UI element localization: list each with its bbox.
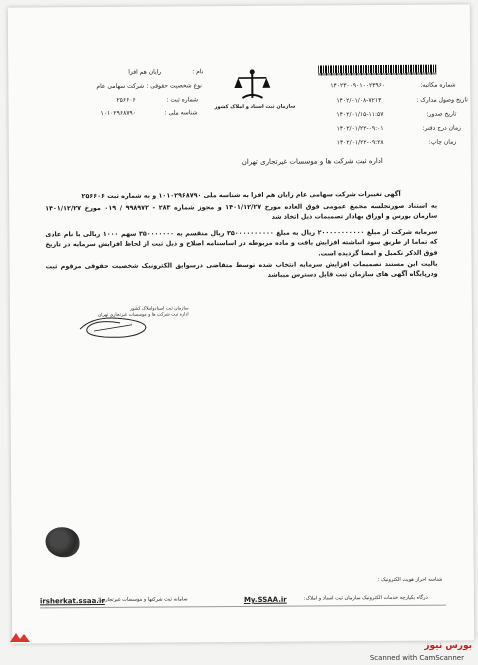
- field-value-print-time: ۱۴۰۲/۰۱/۲۲-۰۹:۲۸: [336, 138, 384, 147]
- irsherkat-link[interactable]: irsherkat.ssaa.ir: [39, 596, 105, 606]
- announcement-paragraph: بالیت این مستند تصمیمات افزایش سرمایه انتخاب شده توسط متقاضی درسوابق الکترونیک شخصیت حقوقی مرقوم ثبت ودرپایگاه آگهی های سازمان ثبت قابل دسترس میباشد: [45, 259, 438, 279]
- portal-label: درگاه یکپارچه خدمات الکترونیک سازمان ثبت اسناد و املاک:: [303, 594, 428, 602]
- field-value-national-id: ۱۰۱۰۲۹۶۸۷۹۰: [100, 109, 137, 117]
- brand-watermark: بورس نیوز: [424, 641, 472, 651]
- stamp-line: اداره ثبت شرکت ها و موسسات غیرتجاری تهران: [97, 312, 189, 318]
- announcement-title: آگهی تغییرات شرکت سهامی عام رایان هم افزا به شناسه ملی ۱۰۱۰۲۹۶۸۷۹۰ و به شماره ثبت ۲۵۶۶۰۶: [81, 189, 401, 201]
- stamp-line: سازمان ثبت اسنادواملاک کشور: [129, 306, 189, 312]
- field-label-letter-number: شماره مکاتبه:: [420, 81, 456, 89]
- field-value-entity-type: شرکت سهامی عام: [96, 82, 145, 91]
- document-page: [8, 4, 474, 643]
- footer-divider: [40, 605, 446, 609]
- brand-logo-icon: [8, 630, 38, 644]
- fingerprint-mark: [45, 527, 79, 557]
- irsherkat-label: سامانه ثبت شرکتها و موسسات غیرتجاری :: [97, 596, 188, 604]
- auth-id-label: شناسه احراز هویت الکترونیک :: [377, 576, 443, 584]
- field-label-ledger-time: زمان درج دفتر:: [422, 124, 461, 132]
- field-label-receipt-date: تاریخ وصول مدارک :: [416, 96, 468, 104]
- field-label-reg-number: شماره ثبت :: [166, 96, 199, 104]
- ssaa-link[interactable]: My.SSAA.ir: [243, 595, 287, 604]
- office-name: اداره ثبت شرکت ها و موسسات غیرتجاری تهران: [241, 157, 383, 166]
- announcement-paragraph: به استناد صورتجلسه مجمع عمومی فوق العاده مورخ ۱۴۰۱/۱۲/۲۷ و مجوز شماره ۲۸۳ - ۹۹۸۹۷۲ / ۰۱۹ مورخ ۱۴۰۱/۱۲/۲۷ سازمان بورس و اوراق بهادار تصمیمات ذیل اتخاذ شد: [45, 201, 438, 221]
- field-value-receipt-date: ۱۴۰۲/۰۱/۰۸-۷۲۱۳: [336, 97, 382, 105]
- scanner-watermark: Scanned with CamScanner: [369, 654, 464, 662]
- emblem-caption: سازمان ثبت اسناد و املاک کشور: [214, 103, 296, 111]
- field-label-national-id: شناسه ملی :: [164, 109, 198, 117]
- field-label-issue-date: تاریخ صدور:: [426, 110, 457, 118]
- field-value-ledger-time: ۱۴۰۲/۰۱/۲۲-۰۹:۰۱: [336, 125, 384, 133]
- stamp-text: [98, 306, 189, 319]
- field-value-name: رایان هم افزا: [128, 68, 162, 76]
- field-value-reg-number: ۲۵۶۶۰۶: [116, 96, 136, 104]
- announcement-paragraph: سرمایه شرکت از مبلغ ۲۰۰۰۰۰۰۰۰۰۰۰ ریال به مبلغ ۳۵۰۰۰۰۰۰۰۰۰۰ ریال منقسم به ۳۵۰۰۰۰۰۰۰ سهم ۱۰۰۰ ریالی با نام عادی که تماما از طریق سود انباشته افزایش یافت و ماده مربوطه در اساسنامه اصلاح و ذیل ثبت از لحاظ افزایش سرمایه در تاریخ فوق الذکر تکمیل و امضا گردیده است.: [45, 227, 438, 258]
- announcement-body: [45, 189, 438, 282]
- field-label-print-time: زمان چاپ:: [428, 138, 457, 146]
- field-value-issue-date: ۱۴۰۲/۰۱/۱۵-۱۱:۵۷: [336, 111, 384, 119]
- judiciary-emblem-icon: [232, 68, 272, 104]
- barcode: [318, 65, 436, 76]
- field-value-letter-number: ۱۴۰۲۳۰۰۹۰۱۰۰۲۳۹۶۰: [330, 81, 386, 90]
- field-label-entity-type: نوع شخصیت حقوقی :: [146, 82, 202, 90]
- field-label-name: نام :: [192, 68, 204, 76]
